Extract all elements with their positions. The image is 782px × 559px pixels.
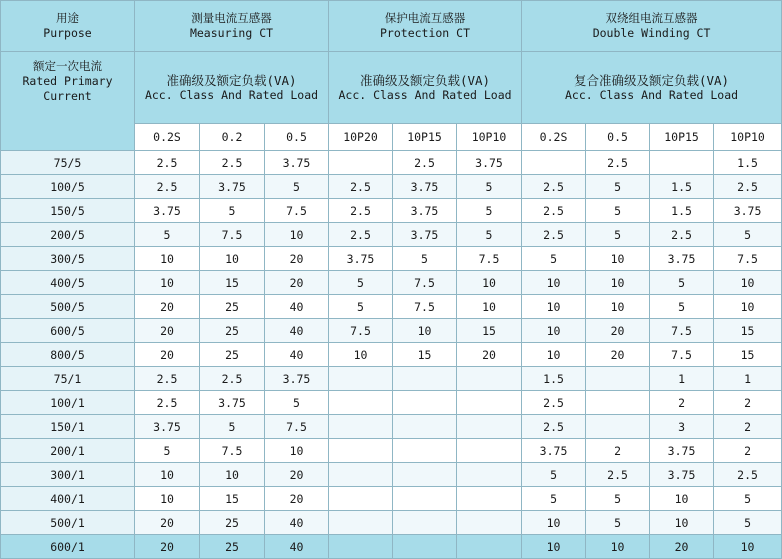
load-value-cell: 7.5 [650,319,714,343]
load-value-cell [586,391,650,415]
load-value-cell: 10 [135,247,200,271]
load-value-cell [393,487,457,511]
load-value-cell [393,391,457,415]
rated-current-cell: 100/1 [1,391,135,415]
load-value-cell: 20 [265,271,329,295]
load-value-cell [393,511,457,535]
load-value-cell: 10 [135,463,200,487]
load-value-cell: 2.5 [522,415,586,439]
load-value-cell: 2.5 [522,391,586,415]
load-value-cell: 2 [650,391,714,415]
load-value-cell: 5 [457,199,522,223]
load-value-cell: 10 [393,319,457,343]
table-row [1,367,782,391]
load-value-cell: 10 [135,271,200,295]
load-value-cell: 10 [586,295,650,319]
load-value-cell: 7.5 [393,295,457,319]
load-value-cell: 20 [586,319,650,343]
load-value-cell: 5 [714,487,782,511]
load-value-cell: 3.75 [135,415,200,439]
load-value-cell: 25 [200,295,265,319]
load-value-cell: 5 [522,487,586,511]
load-value-cell: 40 [265,511,329,535]
load-value-cell: 3.75 [393,223,457,247]
load-value-cell: 5 [586,223,650,247]
load-value-cell: 5 [714,223,782,247]
load-value-cell [329,415,393,439]
rated-current-cell: 75/1 [1,367,135,391]
load-value-cell: 2 [714,439,782,463]
load-value-cell: 2.5 [200,367,265,391]
table-row [1,199,782,223]
load-value-cell: 2.5 [586,463,650,487]
load-value-cell: 2.5 [522,199,586,223]
load-value-cell: 1.5 [650,199,714,223]
load-value-cell: 5 [650,271,714,295]
load-value-cell: 3.75 [650,463,714,487]
load-value-cell [329,463,393,487]
load-value-cell [457,487,522,511]
load-value-cell: 5 [200,199,265,223]
load-value-cell: 10 [586,247,650,271]
load-value-cell: 2 [714,391,782,415]
load-value-cell: 2.5 [393,151,457,175]
load-value-cell: 2.5 [135,175,200,199]
load-value-cell [457,367,522,391]
load-value-cell: 2.5 [135,367,200,391]
load-value-cell: 5 [329,295,393,319]
load-value-cell: 10 [650,511,714,535]
rated-current-cell: 800/5 [1,343,135,367]
load-value-cell: 2 [714,415,782,439]
load-value-cell: 5 [135,439,200,463]
load-value-cell: 5 [135,223,200,247]
load-value-cell: 3.75 [650,247,714,271]
load-value-cell: 2.5 [650,223,714,247]
load-value-cell: 7.5 [393,271,457,295]
load-value-cell: 5 [200,415,265,439]
load-value-cell: 10 [265,223,329,247]
accuracy-class-cell: 10P15 [393,124,457,151]
load-value-cell [329,535,393,559]
load-value-cell: 2.5 [714,463,782,487]
load-value-cell: 3 [650,415,714,439]
load-value-cell [393,439,457,463]
load-value-cell [586,415,650,439]
load-value-cell: 10 [522,295,586,319]
load-value-cell [457,511,522,535]
load-value-cell: 2.5 [522,175,586,199]
load-value-cell: 1.5 [650,175,714,199]
accuracy-class-cell: 0.2 [200,124,265,151]
load-value-cell [329,391,393,415]
load-value-cell: 15 [457,319,522,343]
load-value-cell: 20 [265,463,329,487]
load-value-cell: 10 [650,487,714,511]
table-row [1,511,782,535]
load-value-cell: 5 [586,175,650,199]
load-value-cell: 20 [457,343,522,367]
load-value-cell: 5 [586,511,650,535]
rated-current-cell: 600/5 [1,319,135,343]
load-value-cell: 5 [457,175,522,199]
table-row [1,415,782,439]
load-value-cell: 20 [650,535,714,559]
load-value-cell: 5 [265,391,329,415]
load-value-cell: 10 [522,511,586,535]
load-value-cell: 2.5 [200,151,265,175]
accuracy-class-cell: 10P20 [329,124,393,151]
load-value-cell: 20 [135,343,200,367]
load-value-cell: 3.75 [200,391,265,415]
load-value-cell: 40 [265,295,329,319]
table-row [1,391,782,415]
load-value-cell: 10 [586,271,650,295]
load-value-cell: 10 [714,535,782,559]
rated-current-cell: 300/1 [1,463,135,487]
load-value-cell: 25 [200,319,265,343]
rated-current-cell: 150/1 [1,415,135,439]
accuracy-class-cell: 0.2S [522,124,586,151]
table-row [1,343,782,367]
load-value-cell: 10 [200,247,265,271]
rated-current-cell: 200/1 [1,439,135,463]
rated-current-cell: 150/5 [1,199,135,223]
double-winding-ct-header: 双绕组电流互感器 Double Winding CT [522,1,782,52]
load-value-cell: 3.75 [265,367,329,391]
load-value-cell: 1 [714,367,782,391]
load-value-cell: 10 [457,295,522,319]
protection-acc-class-header: 准确级及额定负载(VA) Acc. Class And Rated Load [329,52,522,124]
load-value-cell: 5 [714,511,782,535]
load-value-cell: 25 [200,535,265,559]
load-value-cell: 2 [586,439,650,463]
table-row [1,535,782,559]
table-row [1,247,782,271]
rated-current-cell: 400/5 [1,271,135,295]
load-value-cell: 25 [200,511,265,535]
load-value-cell: 15 [714,343,782,367]
load-value-cell [329,487,393,511]
load-value-cell: 2.5 [329,223,393,247]
load-value-cell [457,463,522,487]
accuracy-class-cell: 10P15 [650,124,714,151]
load-value-cell: 3.75 [393,199,457,223]
load-value-cell [329,511,393,535]
load-value-cell: 15 [200,487,265,511]
table-row [1,151,782,175]
purpose-header: 用途 Purpose [1,1,135,52]
load-value-cell: 40 [265,343,329,367]
load-value-cell: 20 [586,343,650,367]
rated-current-cell: 200/5 [1,223,135,247]
load-value-cell: 7.5 [265,415,329,439]
load-value-cell: 2.5 [522,223,586,247]
accuracy-class-cell: 10P10 [457,124,522,151]
load-value-cell: 7.5 [265,199,329,223]
load-value-cell: 1 [650,367,714,391]
load-value-cell: 10 [522,319,586,343]
load-value-cell: 20 [135,511,200,535]
load-value-cell: 7.5 [200,439,265,463]
load-value-cell: 2.5 [135,151,200,175]
rated-current-cell: 100/5 [1,175,135,199]
load-value-cell [457,391,522,415]
load-value-cell: 5 [393,247,457,271]
protection-ct-header: 保护电流互感器 Protection CT [329,1,522,52]
load-value-cell: 10 [586,535,650,559]
load-value-cell: 7.5 [457,247,522,271]
load-value-cell: 25 [200,343,265,367]
accuracy-class-cell: 0.5 [586,124,650,151]
table-row [1,295,782,319]
load-value-cell: 5 [522,247,586,271]
load-value-cell: 10 [457,271,522,295]
load-value-cell: 7.5 [329,319,393,343]
load-value-cell [393,415,457,439]
load-value-cell: 3.75 [393,175,457,199]
load-value-cell: 10 [522,535,586,559]
load-value-cell: 7.5 [714,247,782,271]
load-value-cell: 15 [393,343,457,367]
load-value-cell [329,439,393,463]
load-value-cell: 7.5 [200,223,265,247]
load-value-cell: 5 [522,463,586,487]
load-value-cell: 3.75 [135,199,200,223]
load-value-cell: 3.75 [714,199,782,223]
load-value-cell: 3.75 [200,175,265,199]
load-value-cell: 15 [200,271,265,295]
accuracy-class-cell: 0.5 [265,124,329,151]
rated-current-cell: 500/5 [1,295,135,319]
load-value-cell: 10 [265,439,329,463]
load-value-cell: 10 [329,343,393,367]
load-value-cell: 7.5 [650,343,714,367]
accuracy-class-cell: 10P10 [714,124,782,151]
composite-acc-class-header: 复合准确级及额定负载(VA) Acc. Class And Rated Load [522,52,782,124]
load-value-cell: 15 [714,319,782,343]
rated-primary-current-header: 额定一次电流 Rated Primary Current [1,52,135,151]
load-value-cell [457,535,522,559]
load-value-cell: 2.5 [135,391,200,415]
rated-current-cell: 500/1 [1,511,135,535]
load-value-cell: 20 [265,247,329,271]
load-value-cell [393,367,457,391]
accuracy-class-cell: 0.2S [135,124,200,151]
load-value-cell [329,151,393,175]
rated-current-cell: 400/1 [1,487,135,511]
load-value-cell: 20 [265,487,329,511]
load-value-cell: 5 [586,199,650,223]
rated-current-cell: 600/1 [1,535,135,559]
table-body [1,151,782,559]
load-value-cell: 2.5 [329,175,393,199]
load-value-cell: 10 [522,271,586,295]
table-row [1,271,782,295]
load-value-cell: 2.5 [714,175,782,199]
table-row [1,319,782,343]
load-value-cell: 3.75 [329,247,393,271]
load-value-cell: 10 [200,463,265,487]
load-value-cell: 40 [265,535,329,559]
load-value-cell: 20 [135,535,200,559]
load-value-cell [586,367,650,391]
load-value-cell: 5 [457,223,522,247]
load-value-cell: 3.75 [650,439,714,463]
load-value-cell [393,463,457,487]
load-value-cell: 1.5 [714,151,782,175]
load-value-cell: 10 [135,487,200,511]
rated-current-cell: 300/5 [1,247,135,271]
load-value-cell: 5 [586,487,650,511]
measuring-acc-class-header: 准确级及额定负载(VA) Acc. Class And Rated Load [135,52,329,124]
load-value-cell: 10 [714,295,782,319]
load-value-cell [329,367,393,391]
load-value-cell: 20 [135,295,200,319]
load-value-cell: 3.75 [522,439,586,463]
load-value-cell: 1.5 [522,367,586,391]
load-value-cell: 5 [265,175,329,199]
table-row [1,223,782,247]
load-value-cell [457,415,522,439]
load-value-cell: 5 [650,295,714,319]
load-value-cell: 3.75 [457,151,522,175]
table-row [1,487,782,511]
rated-current-cell: 75/5 [1,151,135,175]
measuring-ct-header: 测量电流互感器 Measuring CT [135,1,329,52]
load-value-cell: 3.75 [265,151,329,175]
table-row [1,463,782,487]
load-value-cell [393,535,457,559]
load-value-cell: 2.5 [329,199,393,223]
load-value-cell: 10 [714,271,782,295]
load-value-cell: 2.5 [586,151,650,175]
load-value-cell [650,151,714,175]
load-value-cell: 10 [522,343,586,367]
table-row [1,175,782,199]
table-row [1,439,782,463]
load-value-cell [522,151,586,175]
load-value-cell [457,439,522,463]
load-value-cell: 40 [265,319,329,343]
load-value-cell: 20 [135,319,200,343]
load-value-cell: 5 [329,271,393,295]
